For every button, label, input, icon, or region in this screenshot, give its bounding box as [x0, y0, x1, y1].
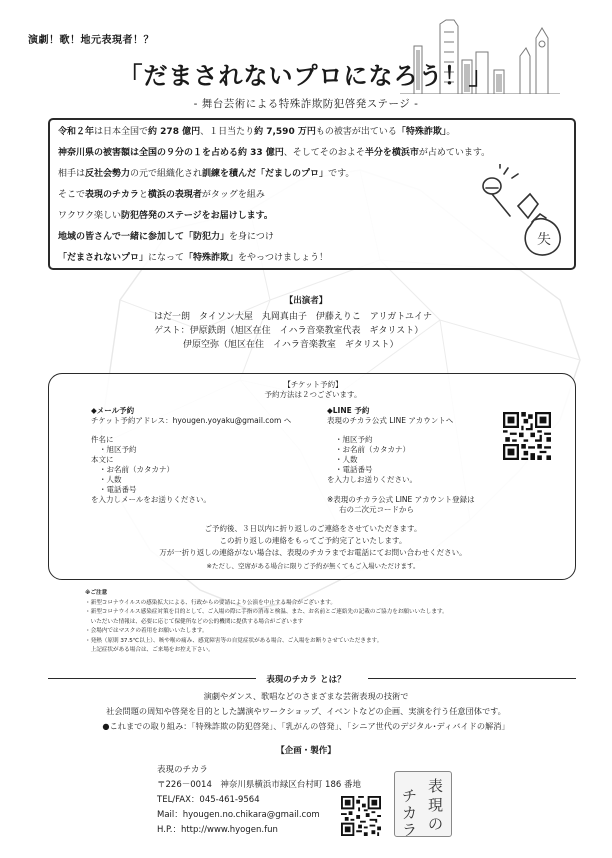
hyougen-no-chikara-logo — [394, 771, 452, 837]
mail-item: ・人数 — [99, 475, 122, 484]
logo-char: ラ — [402, 821, 418, 839]
intro-line-6: 地域の皆さんで一緒に参加して「防犯力」を身につけ — [58, 232, 274, 242]
money-bag-thief-illustration — [474, 164, 574, 264]
line-note-1: ※表現のチカラ公式 LINE アカウント登録は — [327, 495, 475, 504]
reply-line-1: ご予約後、３日以内に折り返しのご連絡をさせていただきます。 — [204, 524, 422, 533]
cast-heading: 【出演者】 — [284, 296, 328, 306]
line-note-2: 右の二次元コードから — [339, 505, 414, 514]
website-qr-code[interactable] — [341, 796, 381, 836]
line-item: ・電話番号 — [335, 465, 373, 474]
intro-line-4: そこで表現のチカラと横浜の表現者がタッグを組み — [58, 190, 265, 200]
intro-line-5: ワクワク楽しい防犯啓発のステージをお届けします。 — [58, 211, 273, 221]
reply-line-4: ※ただし、空席がある場合に限りご予約が無くてもご入場いただけます。 — [206, 562, 420, 570]
line-intro: 表現のチカラ公式 LINE アカウントへ — [327, 416, 454, 425]
line-item: ・人数 — [335, 455, 358, 464]
intro-box — [48, 118, 576, 270]
mail-address[interactable]: チケット予約アドレス：hyougen.yoyaku@gmail.com へ — [91, 416, 292, 425]
org-mail[interactable]: Mail：hyougen.no.chikara@gmail.com — [157, 810, 320, 820]
logo-char: の — [428, 815, 444, 833]
about-line-2: 社会問題の周知や啓発を目的とした講演やワークショップ、イベントなどの企画、実演を行う任意団体です。 — [106, 706, 506, 716]
caution-item: いただいた情報は、必要に応じて保健所などの公的機関に提供する場合がございます — [85, 618, 304, 625]
mail-heading: ◆メール予約 — [91, 406, 135, 415]
line-heading: ◆LINE 予約 — [327, 406, 370, 415]
mail-subject-item: ・旭区予約 — [99, 445, 137, 454]
caution-item: ・新型コロナウイルス感染症対策を目的として、ご入場の際に手指の消毒と検温、また、お名前とご連絡先の記載のご協力をお願いいたします。 — [85, 609, 448, 615]
about-line-1: 演劇やダンス、歌唱などのさまざまな芸術表現の技術で — [203, 691, 409, 701]
line-item: ・お名前（カタカナ） — [335, 445, 410, 454]
mail-item: ・電話番号 — [99, 485, 137, 494]
org-tel: TEL/FAX：045-461-9564 — [157, 795, 260, 805]
intro-line-7: 「だまされないプロ」になって「特殊詐欺」をやっつけましょう！ — [58, 253, 329, 263]
mail-body-label: 本文に — [91, 455, 114, 464]
mail-item: ・お名前（カタカナ） — [99, 465, 174, 474]
org-address: 〒226－0014 神奈川県横浜市緑区台村町 186 番地 — [157, 780, 361, 790]
cast-guest-1: ゲスト：伊原鉄朗（旭区在住 イハラ音楽教室代表 ギタリスト） — [154, 326, 424, 336]
org-homepage[interactable]: H.P.：http://www.hyogen.fun — [157, 825, 278, 835]
reply-line-2: この折り返しの連絡をもってご予約完了といたします。 — [219, 536, 407, 545]
ticket-methods: 予約方法は２つございます。 — [264, 390, 362, 399]
line-item: ・旭区予約 — [335, 435, 373, 444]
org-heading: 【企画・製作】 — [276, 746, 336, 756]
page-title: 「だまされないプロになろう！」 — [118, 62, 494, 90]
tagline: 演劇！歌！地元表現者！？ — [28, 35, 154, 46]
logo-char: 現 — [428, 796, 444, 814]
money-bag-stamp: 失 — [537, 232, 551, 248]
caution-heading: ※ご注意 — [85, 590, 108, 596]
intro-line-2: 神奈川県の被害額は全国の９分の１を占める約 33 億円、そしてそのおよそ半分を横浜市が占めています。 — [58, 148, 491, 158]
reply-line-3: 万が一折り返しの連絡がない場合は、表現のチカラまでお電話にてお問い合わせください。 — [159, 548, 467, 557]
about-line-3: ●これまでの取り組み：「特殊詐欺の防犯啓発」、「乳がんの啓発」、「シニア世代のデジタル･ディバイドの解消」 — [102, 721, 510, 731]
cast-guest-2: 伊原空弥（旭区在住 イハラ音楽教室 ギタリスト） — [183, 340, 399, 350]
intro-line-3: 相手は反社会勢力の元で組織化され訓練を積んだ「だましのプロ」です。 — [58, 169, 355, 179]
caution-item: ・会場内ではマスクの着用をお願いいたします。 — [85, 628, 208, 634]
mail-closing: を入力しメールをお送りください。 — [91, 495, 211, 504]
caution-notes — [85, 589, 555, 656]
logo-char: 表 — [428, 777, 444, 795]
caution-item: ・発熱（原則 37.5℃以上）、咳や喉の痛み、感覚障害等の自覚症状がある場合、ご入場をお断りさせていただきます。 — [85, 637, 383, 644]
intro-line-1: 令和２年は日本全国で約 278 億円、１日当たり約 7,590 万円もの被害が出ている「特殊詐欺」。 — [58, 127, 456, 137]
about-heading: 表現のチカラ とは？ — [266, 675, 346, 685]
caution-item: ・新型コロナウイルスの感染拡大による、行政からの要請により公演を中止する場合がございます。 — [85, 599, 336, 606]
caution-item: 上記症状がある場合は、ご来場をお控え下さい。 — [85, 647, 214, 653]
line-qr-code[interactable] — [503, 412, 551, 460]
logo-char: チ — [402, 787, 418, 805]
cast-performers: はだ一朗 タイソン大屋 丸岡真由子 伊藤えりこ アリガトユイナ — [154, 312, 433, 322]
line-closing: を入力しお送りください。 — [327, 475, 417, 484]
ticket-heading: 【チケット予約】 — [283, 380, 343, 389]
ticket-box — [48, 373, 576, 580]
logo-char: カ — [402, 804, 418, 822]
mail-subject-label: 件名に — [91, 435, 114, 444]
page-subtitle: - 舞台芸術による特殊詐欺防犯啓発ステージ - — [193, 98, 419, 110]
org-name: 表現のチカラ — [157, 765, 208, 775]
